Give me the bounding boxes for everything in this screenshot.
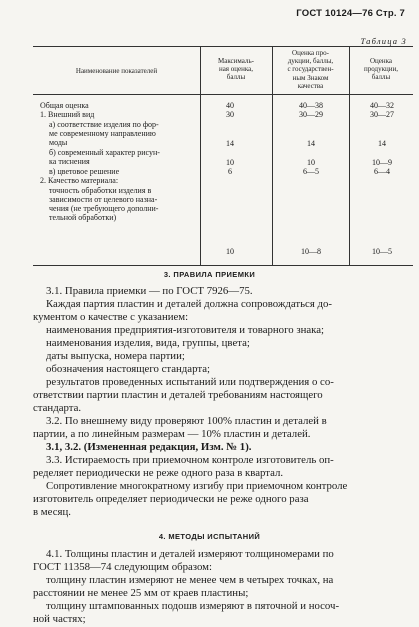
cell-max: 10 [226, 247, 234, 256]
table-row-label: в) цветовое решение [49, 167, 120, 176]
table-row-label: ме современному направлению [49, 129, 156, 138]
cell-prod: 14 [378, 139, 386, 148]
table-3 [33, 46, 413, 266]
paragraph-line: в месяц. [33, 506, 71, 518]
table-row-label: зависимости от целевого назна- [49, 195, 158, 204]
col-header-max: Максималь- ная оценка, баллы [218, 57, 254, 82]
paragraph-line: расстоянии не менее 25 мм от краев пластины; [33, 587, 249, 599]
table-row-label: а) соответствие изделия по фор- [49, 120, 159, 129]
table-row-label: ка тиснения [49, 157, 90, 166]
paragraph-line: 3.1. Правила приемки — по ГОСТ 7926—75. [46, 285, 253, 297]
cell-max: 30 [226, 110, 234, 119]
page-header: ГОСТ 10124—76 Стр. 7 [296, 8, 405, 19]
paragraph-line: изготовитель определяет периодически не реже одного раза [33, 493, 309, 505]
cell-state: 10 [307, 158, 315, 167]
cell-max: 10 [226, 158, 234, 167]
cell-prod: 10—5 [372, 247, 392, 256]
paragraph-line: толщину пластин измеряют не менее чем в четырех точках, на [46, 574, 334, 586]
cell-state: 6—5 [303, 167, 319, 176]
paragraph-line: даты выпуска, номера партии; [46, 350, 185, 362]
paragraph-line: Сопротивление многократному изгибу при приемочном контроле [46, 480, 348, 492]
paragraph-line: ределяет периодически не реже одного раза в квартал. [33, 467, 284, 479]
cell-state: 10—8 [301, 247, 321, 256]
cell-prod: 6—4 [374, 167, 390, 176]
col-header-name: Наименование показателей [75, 67, 158, 75]
table-row-label: тельной обработки) [49, 213, 117, 222]
cell-state: 14 [307, 139, 315, 148]
paragraph-line: обозначения настоящего стандарта; [46, 363, 210, 375]
cell-max: 14 [226, 139, 234, 148]
paragraph-line: наименования предприятия-изготовителя и товарного знака; [46, 324, 325, 336]
table-row-label: моды [49, 138, 68, 147]
table-row-label: Общая оценка [40, 101, 89, 110]
table-row-label: 2. Качество материала: [40, 176, 119, 185]
cell-state: 40—38 [299, 101, 323, 110]
cell-max: 6 [228, 167, 232, 176]
paragraph-line: толщину штампованных подошв измеряют в пяточной и носоч- [46, 600, 340, 612]
paragraph-line: партии, а по линейным размерам — 10% пластин и деталей. [33, 428, 311, 440]
header-divider [33, 94, 413, 95]
paragraph-line: 3.2. По внешнему виду проверяют 100% пластин и деталей в [46, 415, 327, 427]
cell-state: 30—29 [299, 110, 323, 119]
cell-max: 40 [226, 101, 234, 110]
table-row-label: чения (не требующего дополни- [49, 204, 159, 213]
paragraph-line: стандарта. [33, 402, 82, 414]
paragraph-line: 4.1. Толщины пластин и деталей измеряют толщиномерами по [46, 548, 334, 560]
paragraph-line: ГОСТ 11358—74 следующим образом: [33, 561, 213, 573]
amendment-note: 3.1, 3.2. (Измененная редакция, Изм. № 1). [46, 441, 252, 453]
table-caption: Таблица 3 [360, 36, 407, 46]
cell-prod: 10—9 [372, 158, 392, 167]
cell-prod: 30—27 [370, 110, 394, 119]
table-row-label: точность обработки изделия в [49, 186, 152, 195]
paragraph-line: наименования изделия, вида, группы, цвета; [46, 337, 250, 349]
paragraph-line: Каждая партия пластин и деталей должна сопровождаться до- [46, 298, 332, 310]
paragraph-line: 3.3. Истираемость при приемочном контроле изготовитель оп- [46, 454, 334, 466]
paragraph-line: ответствии партии пластин и деталей требованиям настоящего [33, 389, 323, 401]
paragraph-line: кументом о качестве с указанием: [33, 311, 189, 323]
table-row-label: 1. Внешний вид [40, 110, 95, 119]
cell-prod: 40—32 [370, 101, 394, 110]
section-4-title: 4. МЕТОДЫ ИСПЫТАНИЙ [158, 532, 261, 541]
col-header-product: Оценка продукции, баллы [364, 57, 398, 82]
paragraph-line: результатов проведенных испытаний или подтверждения о со- [46, 376, 334, 388]
section-3-title: 3. ПРАВИЛА ПРИЕМКИ [163, 270, 256, 279]
table-row-label: б) современный характер рисун- [49, 148, 160, 157]
paragraph-line: ной частях; [33, 613, 86, 625]
col-header-state-mark: Оценка про- дукции, баллы, с государствен- ным Знаком качества [287, 49, 334, 90]
